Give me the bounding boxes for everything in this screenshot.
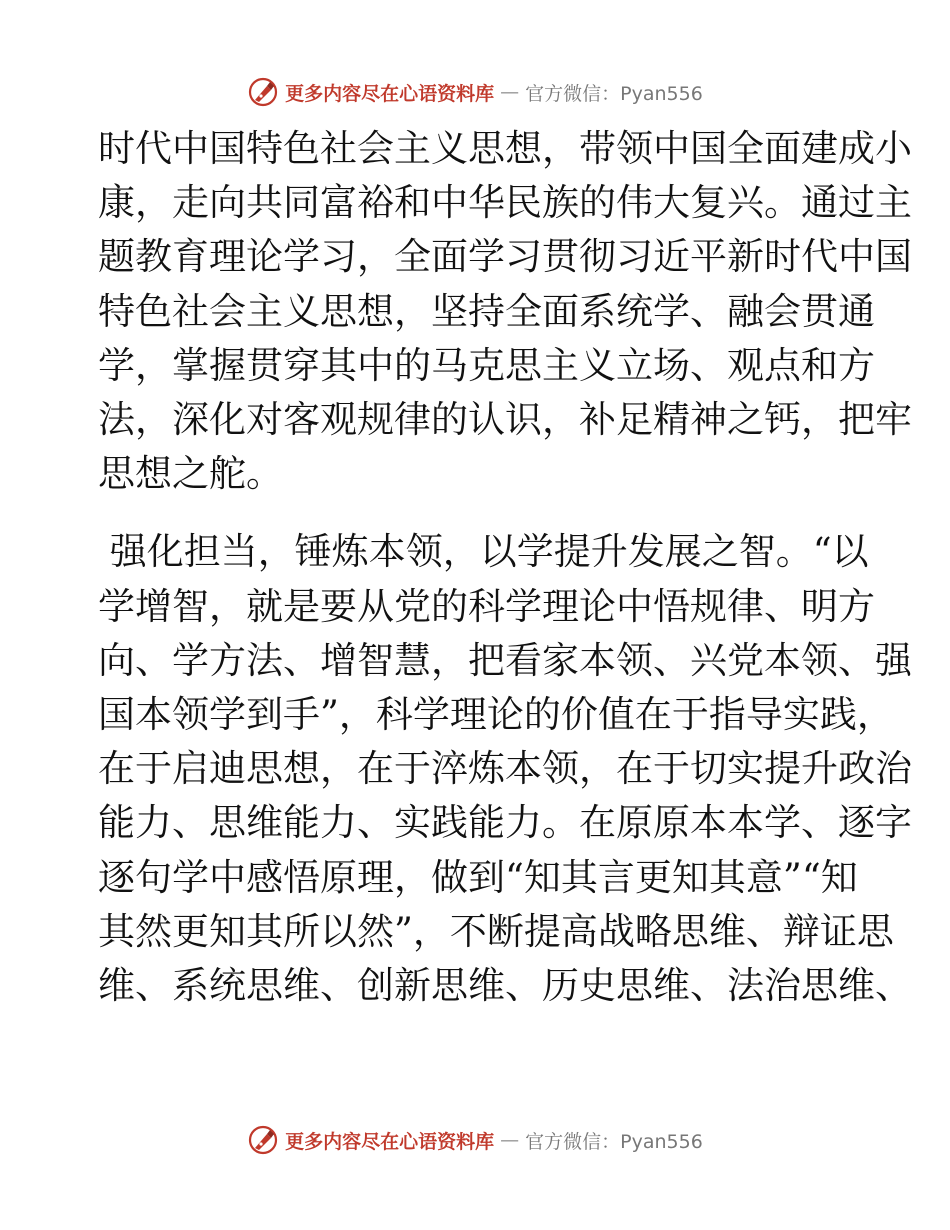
paragraph-1 bbox=[98, 122, 912, 501]
text-line: 国本领学到手”，科学理论的价值在于指导实践， bbox=[98, 693, 894, 737]
text-line: 向、学方法、增智慧，把看家本领、兴党本领、强 bbox=[98, 638, 912, 682]
banner-dash: — bbox=[500, 81, 520, 103]
text-line: 维、系统思维、创新思维、历史思维、法治思维、 bbox=[98, 964, 912, 1008]
text-line: 能力、思维能力、实践能力。在原原本本学、逐字 bbox=[98, 801, 912, 845]
document-body bbox=[98, 122, 912, 1013]
text-line: 时代中国特色社会主义思想，带领中国全面建成小 bbox=[98, 127, 912, 170]
banner-wechat: 官方微信：Pyan556 bbox=[525, 82, 703, 105]
text-line: 特色社会主义思想，坚持全面系统学、融会贯通 bbox=[98, 289, 875, 333]
text-line: 题教育理论学习，全面学习贯彻习近平新时代中国 bbox=[98, 235, 912, 279]
header-banner bbox=[0, 72, 950, 112]
banner-dash: — bbox=[500, 1129, 520, 1151]
banner-text: 更多内容尽在心语资料库 bbox=[285, 1130, 495, 1153]
text-line: 其然更知其所以然”，不断提高战略思维、辩证思 bbox=[98, 909, 894, 953]
text-line: 康，走向共同富裕和中华民族的伟大复兴。通过主 bbox=[98, 181, 912, 225]
paragraph-2 bbox=[98, 525, 912, 1013]
pen-nib-logo-icon bbox=[247, 1124, 279, 1156]
text-line: 逐句学中感悟原理，做到“知其言更知其意”“知 bbox=[98, 855, 858, 899]
banner-text: 更多内容尽在心语资料库 bbox=[285, 82, 495, 105]
text-line: 思想之舵。 bbox=[98, 452, 283, 496]
banner-wechat: 官方微信：Pyan556 bbox=[525, 1130, 703, 1153]
text-line: 学增智，就是要从党的科学理论中悟规律、明方 bbox=[98, 584, 875, 628]
text-line: 强化担当，锤炼本领，以学提升发展之智。“以 bbox=[98, 530, 869, 574]
footer-banner bbox=[0, 1120, 950, 1160]
text-line: 在于启迪思想，在于淬炼本领，在于切实提升政治 bbox=[98, 747, 912, 791]
text-line: 法，深化对客观规律的认识，补足精神之钙，把牢 bbox=[98, 398, 912, 442]
pen-nib-logo-icon bbox=[247, 76, 279, 108]
text-line: 学，掌握贯穿其中的马克思主义立场、观点和方 bbox=[98, 343, 875, 387]
